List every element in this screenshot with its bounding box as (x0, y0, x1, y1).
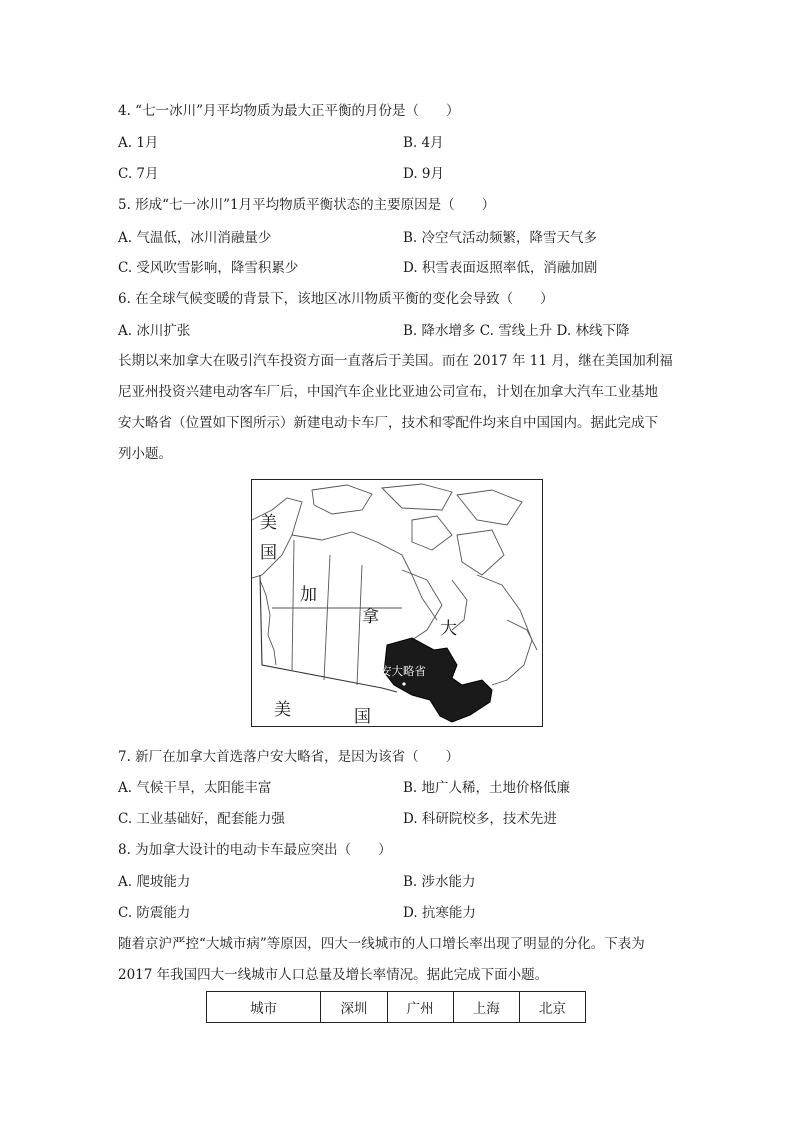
q8-option-a: A. 爬坡能力 (118, 874, 191, 890)
ontario-marker (402, 682, 405, 685)
q5-option-b: B. 冷空气活动频繁，降雪天气多 (403, 230, 598, 246)
label-us-top-2: 国 (260, 543, 277, 563)
passage2-line-2: 2017 年我国四大一线城市人口总量及增长率情况。据此完成下面小题。 (118, 967, 549, 983)
passage1-line-1: 长期以来加拿大在吸引汽车投资方面一直落后于美国。而在 2017 年 11 月，继在美国加利福 (118, 353, 673, 369)
table-header-cell: 深圳 (321, 992, 387, 1023)
west-coast (260, 580, 276, 665)
table-header-cell: 上海 (453, 992, 519, 1023)
label-canada-3: 大 (440, 619, 457, 639)
q8-option-c: C. 防震能力 (118, 905, 191, 921)
passage1-line-2: 尼亚州投资兴建电动客车厂后，中国汽车企业比亚迪公司宣布，计划在加拿大汽车工业基地 (118, 384, 658, 400)
arctic-island-2 (382, 484, 452, 510)
q7-stem: 7. 新厂在加拿大首选落户安大略省，是因为该省（ ） (118, 749, 460, 765)
passage2-line-1: 随着京沪严控“大城市病”等原因，四大一线城市的人口增长率出现了明显的分化。下表为 (118, 936, 645, 952)
label-us-bottom-1: 美 (274, 700, 291, 720)
label-canada-1: 加 (300, 585, 317, 605)
q6-options-bcd: B. 降水增多 C. 雪线上升 D. 林线下降 (403, 323, 630, 339)
ontario-province (384, 638, 492, 722)
city-population-table (206, 991, 586, 1023)
great-lakes (402, 698, 427, 712)
q4-stem: 4. “七一冰川”月平均物质为最大正平衡的月份是（ ） (118, 103, 460, 119)
border-bc-ab (292, 540, 294, 670)
q5-option-a: A. 气温低，冰川消融量少 (118, 230, 272, 246)
q8-option-b: B. 涉水能力 (403, 874, 476, 890)
table-header-cell: 北京 (519, 992, 585, 1023)
q8-stem: 8. 为加拿大设计的电动卡车最应突出（ ） (118, 842, 392, 858)
q8-option-d: D. 抗寒能力 (403, 905, 476, 921)
q7-option-b: B. 地广人稀，土地价格低廉 (403, 780, 571, 796)
q4-option-b: B. 4月 (403, 135, 444, 151)
passage1-line-3: 安大略省（位置如下图所示）新建电动卡车厂，技术和零配件均来自中国国内。据此完成下 (118, 415, 658, 431)
q7-option-a: A. 气候干旱，太阳能丰富 (118, 780, 272, 796)
q4-option-c: C. 7月 (118, 166, 159, 182)
label-ontario: 安大略省 (380, 664, 426, 678)
q5-stem: 5. 形成“七一冰川”1月平均物质平衡状态的主要原因是（ ） (118, 197, 496, 213)
arctic-island-4 (412, 516, 452, 550)
canada-map (251, 479, 543, 727)
map-drawing (252, 480, 543, 727)
passage1-line-4: 列小题。 (118, 446, 172, 462)
q6-stem: 6. 在全球气候变暖的背景下，该地区冰川物质平衡的变化会导致（ ） (118, 291, 554, 307)
label-canada-2: 拿 (362, 607, 379, 627)
arctic-island-1 (312, 485, 372, 514)
label-us-bottom-2: 国 (354, 707, 371, 727)
label-us-top-1: 美 (260, 513, 277, 533)
arctic-island-3 (457, 490, 522, 525)
table-header-cell: 广州 (387, 992, 453, 1023)
q4-option-a: A. 1月 (118, 135, 159, 151)
q4-option-d: D. 9月 (403, 166, 445, 182)
q7-option-d: D. 科研院校多，技术先进 (403, 811, 557, 827)
q6-option-a: A. 冰川扩张 (118, 323, 191, 339)
q7-option-c: C. 工业基础好，配套能力强 (118, 811, 285, 827)
hudson-bay-west (402, 570, 442, 640)
quebec-coast (477, 575, 532, 685)
arctic-island-5 (457, 530, 504, 575)
q5-option-c: C. 受风吹雪影响，降雪积累少 (118, 260, 299, 276)
border-ab-sk (324, 555, 330, 680)
table-header-cell: 城市 (207, 992, 321, 1023)
labrador-coast (507, 620, 537, 650)
q5-option-d: D. 积雪表面返照率低，消融加剧 (403, 260, 598, 276)
table-header-row (207, 992, 586, 1023)
